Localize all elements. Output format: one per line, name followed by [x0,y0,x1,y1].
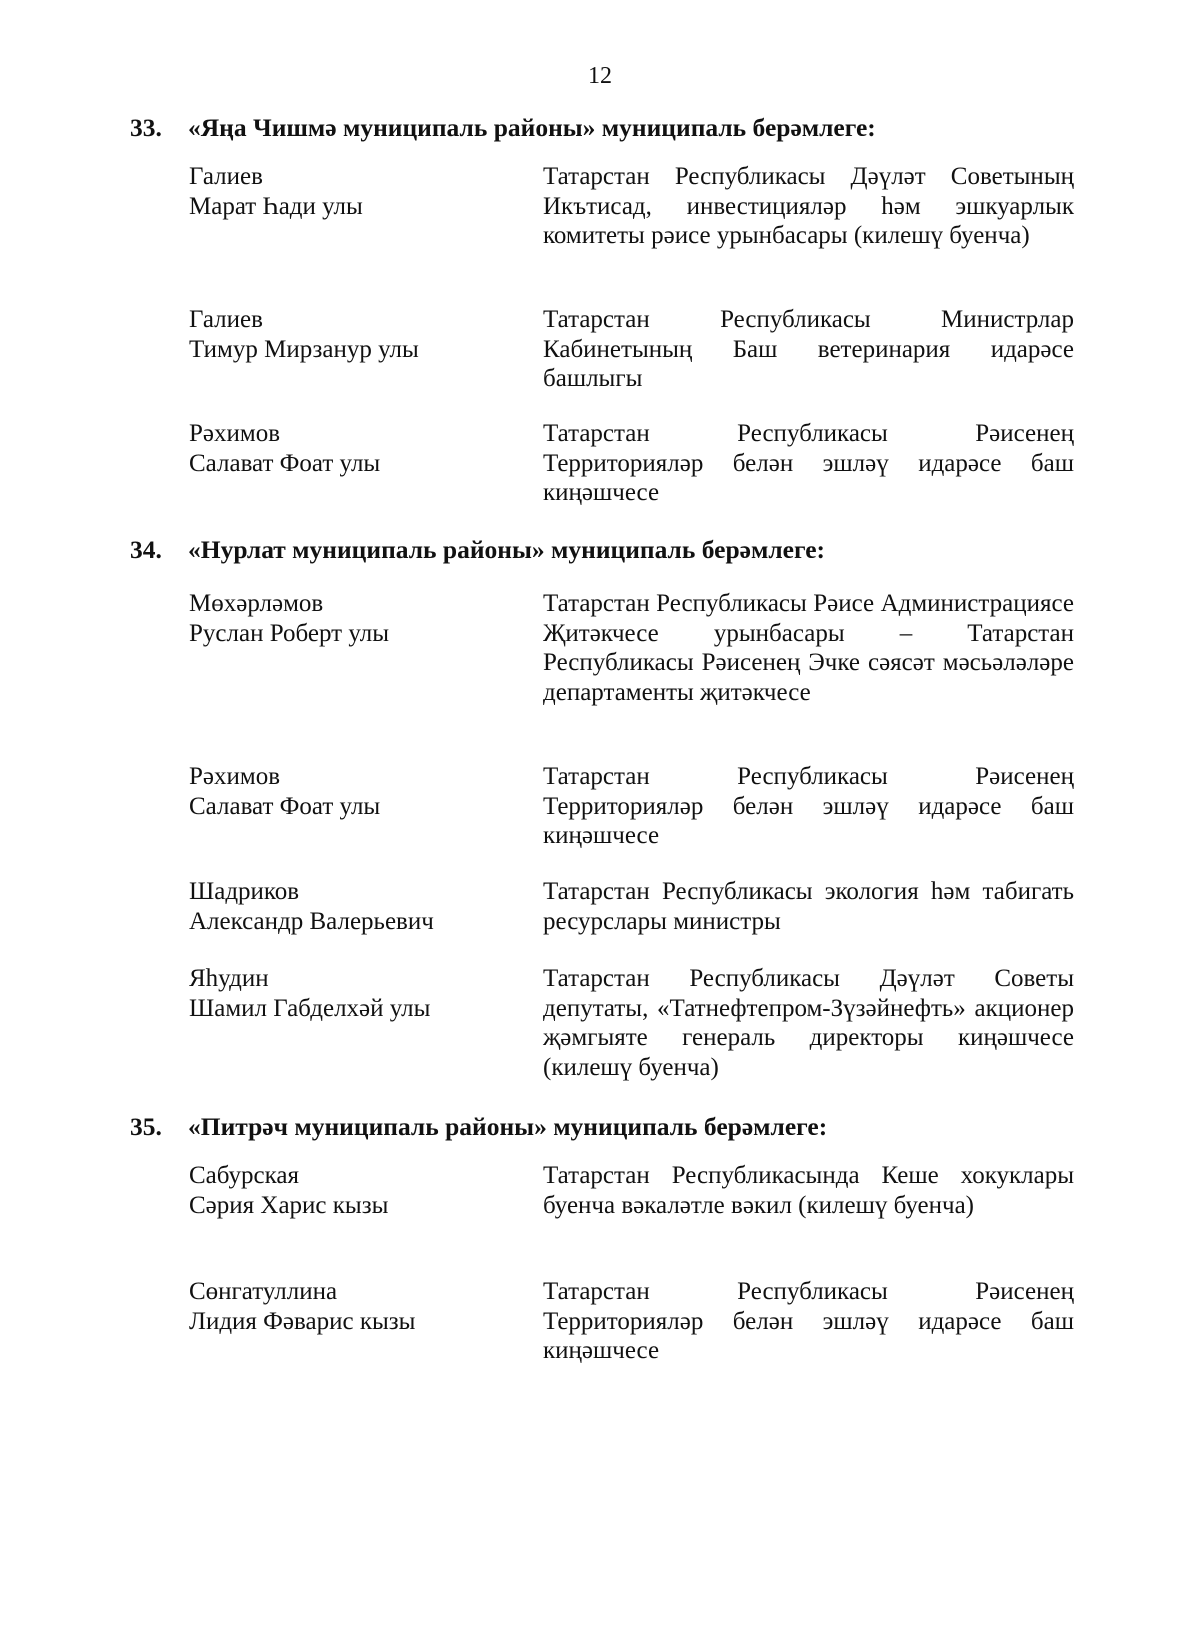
section-title: «Нурлат муниципаль районы» муниципаль берәмлеге: [188,535,826,564]
section-title: «Питрәч муниципаль районы» муниципаль берәмлеге: [188,1112,828,1141]
section-title: «Яңа Чишмә муниципаль районы» муниципаль берәмлеге: [188,113,876,142]
member-name: Шамил Габделхәй улы [189,994,431,1022]
member-person [189,305,519,364]
member-person [189,1277,519,1336]
member-position: Татарстан Республикасы Рәисенең Территорияләр белән эшләү идарәсе баш киңәшчесе [543,420,1074,506]
member-position: Татарстан Республикасы Министрлар Кабинетының Баш ветеринария идарәсе башлыгы [543,306,1074,392]
section-heading [130,1112,827,1142]
member-surname: Сөнгатуллина [189,1278,338,1305]
member-surname: Галиев [189,163,263,190]
member-position: Татарстан Республикасы Дәүләт Советы депутаты, «Татнефтепром-Зүзәйнефть» акционер җәмгыяте генераль директоры киңәшчесе (килешү буенча) [543,965,1074,1081]
member-person [189,589,519,648]
member-surname: Рәхимов [189,763,281,790]
page-number: 12 [588,63,612,89]
member-person [189,877,519,936]
member-position: Татарстан Республикасы Дәүләт Советының Икътисад, инвестицияләр һәм эшкуарлык комитеты рәисе урынбасары (килешү буенча) [543,163,1074,249]
member-surname: Рәхимов [189,420,281,447]
member-name: Марат Һади улы [189,192,363,220]
section-heading [130,535,825,565]
member-name: Лидия Фәварис кызы [189,1307,416,1335]
member-person [189,762,519,821]
member-surname: Шадриков [189,878,300,905]
member-position: Татарстан Республикасы Рәисе Администрациясе Җитәкчесе урынбасары – Татарстан Республикасы Рәисенең Эчке сәясәт мәсьәләләре департаменты җитәкчесе [543,590,1074,706]
member-name: Руслан Роберт улы [189,619,389,647]
member-name: Александр Валерьевич [189,907,434,935]
member-position: Татарстан Республикасы Рәисенең Территорияләр белән эшләү идарәсе баш киңәшчесе [543,763,1074,849]
section-number: 34. [130,535,162,564]
member-person [189,1161,519,1220]
member-person [189,964,519,1023]
section-heading [130,113,876,143]
section-number: 33. [130,113,162,142]
member-surname: Яһудин [189,965,269,992]
member-surname: Мөхәрләмов [189,590,324,617]
member-person [189,419,519,478]
member-person [189,162,519,221]
member-name: Тимур Мирзанур улы [189,335,419,363]
member-name: Салават Фоат улы [189,792,381,820]
member-position: Татарстан Республикасы экология һәм табигать ресурслары министры [543,878,1074,935]
member-surname: Сабурская [189,1162,299,1189]
member-surname: Галиев [189,306,263,333]
member-name: Сәрия Харис кызы [189,1191,389,1219]
member-position: Татарстан Республикасы Рәисенең Территорияләр белән эшләү идарәсе баш киңәшчесе [543,1278,1074,1364]
member-name: Салават Фоат улы [189,449,381,477]
section-number: 35. [130,1112,162,1141]
member-position: Татарстан Республикасында Кеше хокуклары буенча вәкаләтле вәкил (килешү буенча) [543,1162,1074,1219]
